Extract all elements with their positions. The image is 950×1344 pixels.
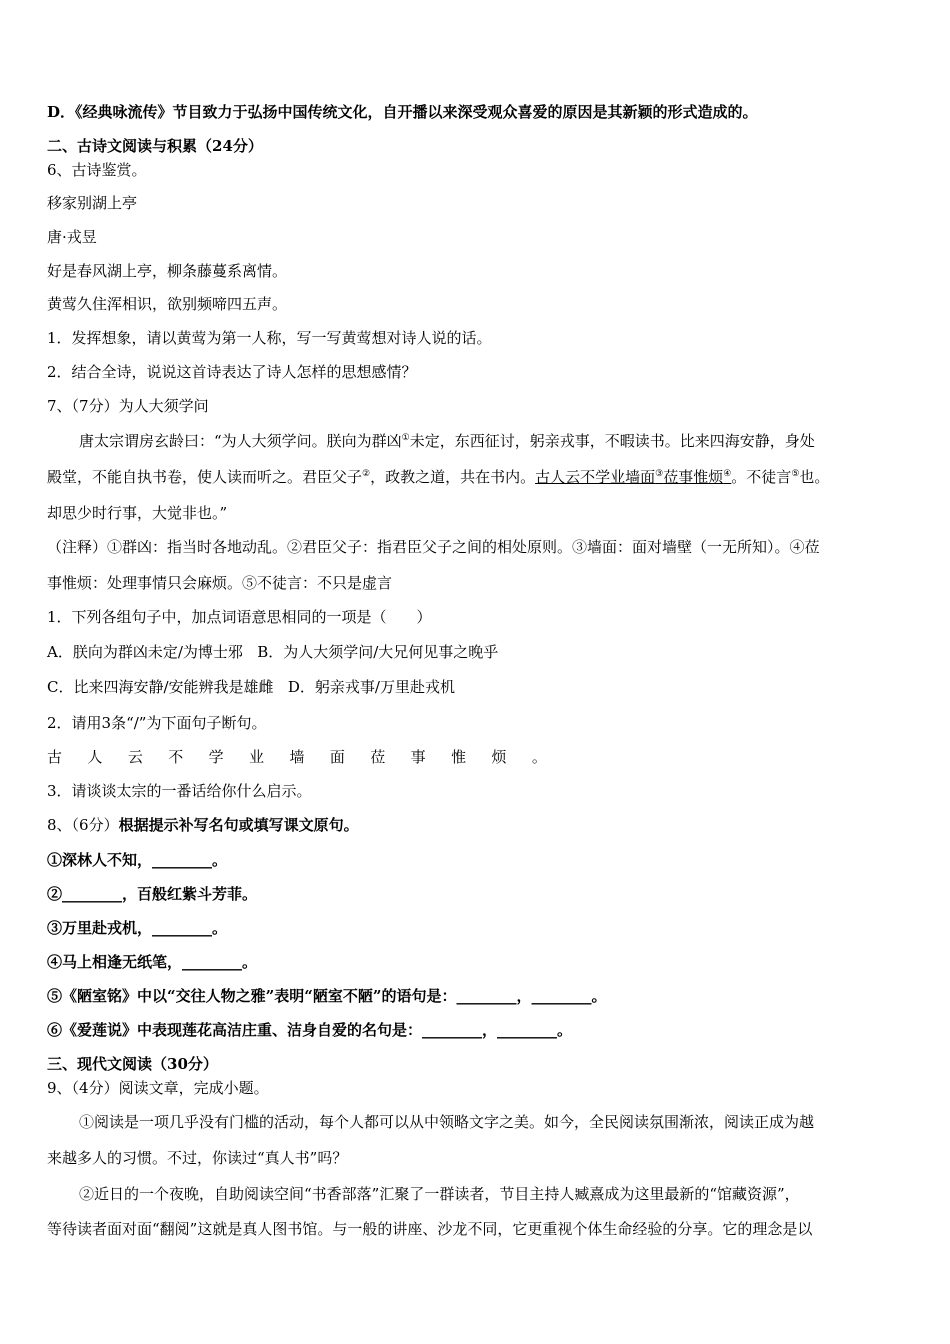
q7-passage-line2: 殿堂，不能自执书卷，使人读而听之。君臣父子②，政教之道，共在书内。古人云不学业墙面③莅事惟烦④。不徒言⑤也。 xyxy=(47,468,830,486)
option-d: D．躬亲戎事/万里赴戎机 xyxy=(287,678,455,696)
q9-para2-line2: 等待读者面对面“翻阅”这就是真人图书馆。与一般的讲座、沙龙不同，它更重视个体生命经验的分享。它的理念是以 xyxy=(47,1220,813,1238)
q7-sub1: 1．下列各组句子中，加点词语意思相同的一项是（ ） xyxy=(47,608,432,626)
q7-title: 7、（7分）为人大须学问 xyxy=(47,397,209,415)
q7-passage-line3: 却思少时行事，大觉非也。” xyxy=(47,504,228,522)
q7-note-line1: （注释）①群凶：指当时各地动乱。②君臣父子：指君臣父子之间的相处原则。③墙面：面对墙壁（一无所知）。④莅 xyxy=(47,538,820,556)
q7-options-ab xyxy=(47,642,498,662)
q7-sub2: 2．请用3条“/”为下面句子断句。 xyxy=(47,714,267,732)
option-a: A．朕向为群凶未定/为博士邪 xyxy=(47,643,243,661)
q6-sub2: 2．结合全诗，说说这首诗表达了诗人怎样的思想感情？ xyxy=(47,363,417,381)
q6-sub1: 1．发挥想象，请以黄莺为第一人称，写一写黄莺想对诗人说的话。 xyxy=(47,329,492,347)
poem-line-2: 黄莺久住浑相识，欲别频啼四五声。 xyxy=(47,295,288,313)
q8-item-4: ④马上相逢无纸笔，________。 xyxy=(47,953,258,971)
poem-title: 移家别湖上亭 xyxy=(47,194,138,212)
q8-item-3: ③万里赴戎机，________。 xyxy=(47,919,228,937)
q7-options-cd xyxy=(47,677,455,697)
q9-para2-line1: ②近日的一个夜晚，自助阅读空间“书香部落”汇聚了一群读者，节目主持人臧熹成为这里最新的“馆藏资源”， xyxy=(79,1185,800,1203)
section2-heading: 二、古诗文阅读与积累（24分） xyxy=(47,137,263,155)
q9-para1-line1: ①阅读是一项几乎没有门槛的活动，每个人都可以从中领略文字之美。如今，全民阅读氛围渐浓，阅读正成为越 xyxy=(79,1113,815,1131)
q8-item-5: ⑤《陋室铭》中以“交往人物之雅”表明“陋室不陋”的语句是：________，________。 xyxy=(47,987,607,1005)
q9-title: 9、（4分）阅读文章，完成小题。 xyxy=(47,1079,269,1097)
section3-heading: 三、现代文阅读（30分） xyxy=(47,1055,218,1073)
q8-title: 8、（6分）根据提示补写名句或填写课文原句。 xyxy=(47,816,359,834)
underlined-sentence: 古人云不学业墙面③莅事惟烦④ xyxy=(535,468,732,486)
poem-line-1: 好是春风湖上亭，柳条藤蔓系离情。 xyxy=(47,262,288,280)
q8-item-1: ①深林人不知，________。 xyxy=(47,851,228,869)
poem-author: 唐·戎昱 xyxy=(47,228,97,246)
punctuation-sentence: 古 人 云 不 学 业 墙 面 莅 事 惟 烦 。 xyxy=(47,748,547,766)
q7-note-line2: 事惟烦：处理事情只会麻烦。⑤不徒言：不只是虚言 xyxy=(47,574,393,592)
q7-passage-line1: 唐太宗谓房玄龄曰：“为人大须学问。朕向为群凶①未定，东西征讨，躬亲戎事，不暇读书。比来四海安静，身处 xyxy=(79,432,815,450)
q7-sub3: 3．请谈谈太宗的一番话给你什么启示。 xyxy=(47,782,312,800)
option-c: C．比来四海安静/安能辨我是雄雌 xyxy=(47,678,274,696)
q9-para1-line2: 来越多人的习惯。不过，你读过“真人书”吗？ xyxy=(47,1149,348,1167)
q8-item-2: ②________，百般红紫斗芳菲。 xyxy=(47,885,258,903)
q6-title: 6、古诗鉴赏。 xyxy=(47,161,147,179)
option-b: B．为人大须学问/大兄何见事之晚乎 xyxy=(257,643,499,661)
q8-item-6: ⑥《爱莲说》中表现莲花高洁庄重、洁身自爱的名句是：________，________。 xyxy=(47,1021,573,1039)
q5-option-d: D．《经典咏流传》节目致力于弘扬中国传统文化，自开播以来深受观众喜爱的原因是其新颖的形式造成的。 xyxy=(47,103,758,121)
